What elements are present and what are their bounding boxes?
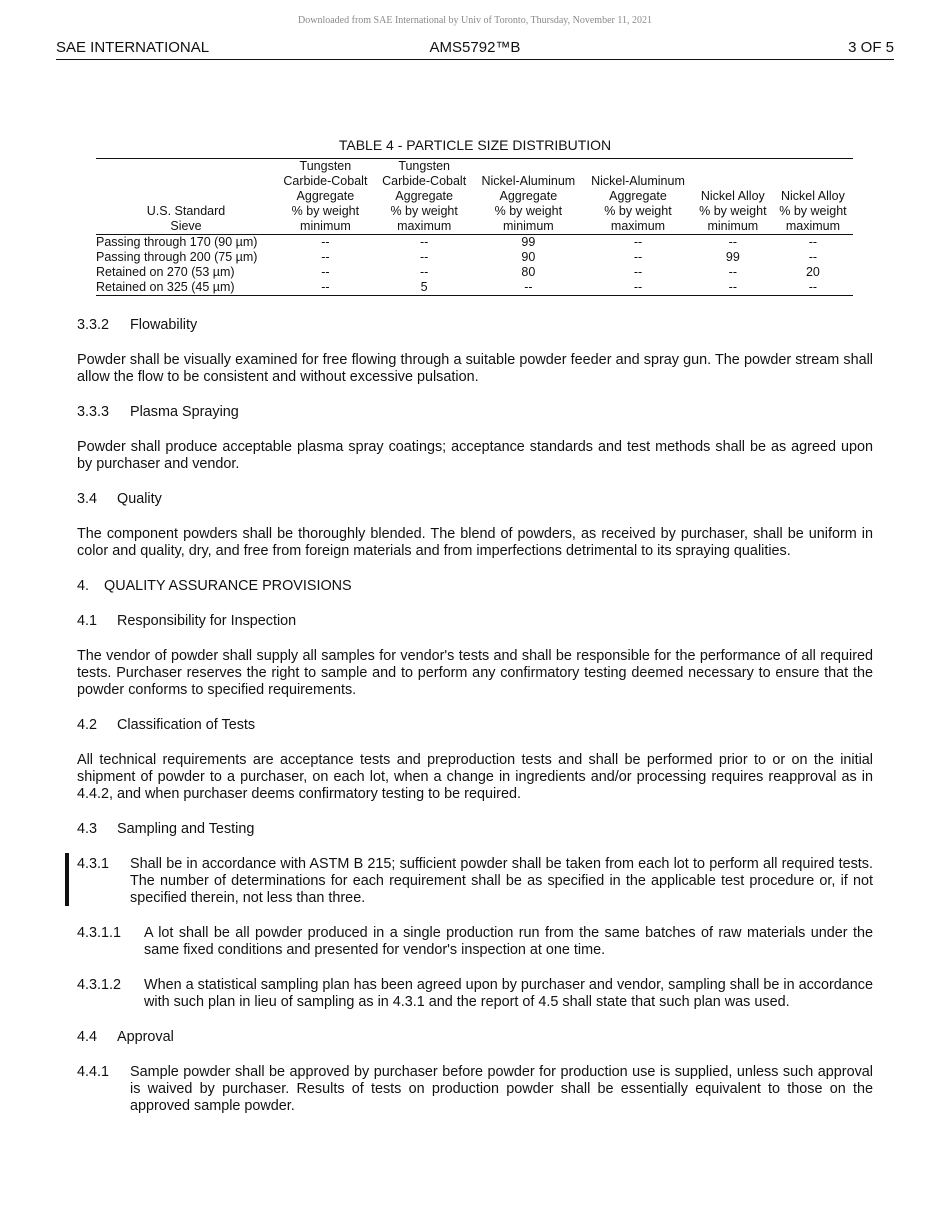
table-cell: -- — [808, 250, 818, 264]
table-cell: -- — [773, 280, 853, 296]
table-cell: -- — [728, 235, 737, 249]
header-nial-min — [474, 159, 584, 235]
clause-number: 4.4.1 — [77, 1064, 110, 1080]
section-title: Quality — [117, 491, 162, 507]
header-line: Nickel Alloy — [780, 189, 845, 203]
header-line: Sieve — [170, 219, 202, 233]
clause-4-3-1 — [77, 856, 873, 907]
clause-4-3-1-2 — [77, 977, 873, 1011]
table-cell: Passing through 170 (90 µm) — [96, 235, 258, 249]
header-line: maximum — [397, 219, 452, 233]
header-line: Aggregate — [499, 189, 558, 203]
section-heading-3-3-3 — [77, 404, 873, 421]
header-line: Aggregate — [296, 189, 355, 203]
table-cell: -- — [633, 250, 643, 264]
header-line: Carbide-Cobalt — [382, 174, 467, 188]
header-wc-min — [276, 159, 375, 235]
paragraph-quality: The component powders shall be thoroughly blended. The blend of powders, as received by purchaser, shall be uniform in color and quality, dry, and free from foreign materials and from imperfections detrimental to its spraying qualities. — [77, 526, 873, 559]
header-line: Nickel Alloy — [700, 189, 765, 203]
header-page-number: 3 OF 5 — [848, 39, 894, 56]
section-heading-3-3-2 — [77, 317, 873, 334]
clause-number: 4.3.1.2 — [77, 977, 122, 993]
section-number: 4.1 — [77, 613, 98, 629]
table-cell: -- — [583, 280, 693, 296]
header-line: % by weight — [604, 204, 672, 218]
table-cell: 5 — [375, 280, 474, 296]
section-title: Flowability — [130, 317, 198, 333]
header-line: Tungsten — [299, 159, 352, 173]
header-line: Nickel-Aluminum — [481, 174, 576, 188]
section-heading-4-1 — [77, 613, 873, 630]
table-header-row — [96, 159, 853, 235]
header-line: % by weight — [699, 204, 767, 218]
section-number: 3.3.2 — [77, 317, 110, 333]
header-line — [98, 174, 274, 189]
header-line: Tungsten — [398, 159, 450, 173]
clause-text: When a statistical sampling plan has been agreed upon by purchaser and vendor, sampling shall be in accordance with such plan in lieu of sampling as in 4.3.1 and the report of 4.5 shall state that such plan was used. — [144, 977, 873, 1010]
table-row — [96, 250, 853, 265]
table-row — [96, 265, 853, 280]
section-number: 3.3.3 — [77, 404, 110, 420]
paragraph-flowability: Powder shall be visually examined for free flowing through a suitable powder feeder and spray gun. The powder stream shall allow the flow to be consistent and without excessive pulsation. — [77, 352, 873, 385]
header-nial-max — [583, 159, 693, 235]
table-row — [96, 280, 853, 296]
header-document-id: AMS5792™B — [429, 39, 521, 56]
table-cell: -- — [321, 235, 330, 249]
header-line: U.S. Standard — [146, 204, 226, 218]
table-row — [96, 235, 853, 251]
table-cell: Retained on 325 (45 µm) — [96, 280, 276, 296]
header-line: maximum — [785, 219, 841, 233]
table-cell: -- — [419, 250, 429, 264]
table-cell: -- — [419, 235, 429, 249]
particle-size-table — [96, 158, 853, 296]
header-line: Aggregate — [395, 189, 453, 203]
table-cell: 99 — [725, 250, 740, 264]
table-cell: -- — [419, 265, 429, 279]
paragraph-responsibility: The vendor of powder shall supply all samples for vendor's tests and shall be responsible for the performance of all required tests. Purchaser reserves the right to sample and to perform any confirmatory testing deemed necessary to ensure that the powder conforms to specified requirements. — [77, 648, 873, 698]
clause-number: 4.3.1.1 — [77, 925, 122, 941]
paragraph-plasma-spraying: Powder shall produce acceptable plasma spray coatings; acceptance standards and test methods shall be as agreed upon by purchaser and vendor. — [77, 439, 873, 472]
table-cell: -- — [633, 235, 643, 249]
section-heading-4-4 — [77, 1029, 873, 1046]
page-header — [56, 39, 894, 60]
table-cell: -- — [276, 280, 375, 296]
clause-text: Shall be in accordance with ASTM B 215; sufficient powder shall be taken from each lot to perform all required tests. The number of determinations for each requirement shall be as specified in the applicable test procedure or, if not specified therein, not less than three. — [130, 856, 873, 906]
table-cell: -- — [693, 280, 773, 296]
table-cell: -- — [474, 280, 584, 296]
section-title: Plasma Spraying — [130, 404, 239, 420]
section-number: 4. — [77, 578, 90, 594]
revision-change-bar — [65, 853, 69, 906]
header-nialloy-min — [693, 159, 773, 235]
table-cell: -- — [321, 265, 330, 279]
table-cell: -- — [808, 235, 818, 249]
header-line: maximum — [610, 219, 666, 233]
table-cell: -- — [633, 265, 643, 279]
table-cell: Retained on 270 (53 µm) — [96, 265, 235, 279]
section-title: Approval — [117, 1029, 174, 1045]
header-sieve — [96, 159, 276, 235]
table-title: TABLE 4 - PARTICLE SIZE DISTRIBUTION — [338, 137, 612, 153]
section-title: Sampling and Testing — [117, 821, 255, 837]
header-line: % by weight — [291, 204, 360, 218]
section-title: Responsibility for Inspection — [117, 613, 297, 629]
table-cell: 80 — [521, 265, 536, 279]
header-line: minimum — [503, 219, 554, 233]
clause-4-3-1-1 — [77, 925, 873, 959]
download-watermark: Downloaded from SAE International by Univ of Toronto, Thursday, November 11, 2021 — [298, 15, 652, 26]
section-title: QUALITY ASSURANCE PROVISIONS — [104, 578, 352, 594]
header-line: Nickel-Aluminum — [591, 174, 685, 188]
clause-text: Sample powder shall be approved by purchaser before powder for production use is supplied, unless such approval is waived by purchaser. Results of tests on production powder shall be essentially equivalent to those on the approved sample powder. — [130, 1064, 873, 1114]
section-number: 4.4 — [77, 1029, 98, 1045]
clause-number: 4.3.1 — [77, 856, 110, 872]
header-line — [98, 189, 274, 204]
section-number: 4.3 — [77, 821, 98, 837]
table-cell: 90 — [521, 250, 536, 264]
header-line: Carbide-Cobalt — [283, 174, 368, 188]
section-heading-3-4 — [77, 491, 873, 508]
paragraph-classification: All technical requirements are acceptance tests and preproduction tests and shall be performed prior to or on the initial shipment of powder to a purchaser, on each lot, when a change in ingredients and/or processing requires reapproval as in 4.4.2, and when purchaser deems confirmatory testing to be required. — [77, 752, 873, 802]
table-cell: Passing through 200 (75 µm) — [96, 250, 258, 264]
header-publisher: SAE INTERNATIONAL — [56, 39, 210, 56]
section-heading-4-2 — [77, 717, 873, 734]
document-body — [77, 317, 873, 1133]
header-line: minimum — [300, 219, 351, 233]
section-heading-4 — [77, 578, 873, 595]
table-cell: 99 — [521, 235, 536, 249]
clause-text: A lot shall be all powder produced in a single production run from the same batches of raw materials under the same fixed conditions and presented for vendor's inspection at one time. — [144, 925, 873, 958]
clause-4-4-1 — [77, 1064, 873, 1115]
header-wc-max — [375, 159, 474, 235]
header-line: % by weight — [390, 204, 458, 218]
section-heading-4-3 — [77, 821, 873, 838]
table-cell: -- — [728, 265, 737, 279]
header-line: minimum — [707, 219, 759, 233]
section-number: 3.4 — [77, 491, 98, 507]
table-cell: -- — [321, 250, 330, 264]
table-cell: 20 — [805, 265, 820, 279]
header-line: % by weight — [779, 204, 847, 218]
header-line — [98, 159, 274, 174]
header-line: % by weight — [494, 204, 563, 218]
header-line: Aggregate — [609, 189, 667, 203]
header-nialloy-max — [773, 159, 853, 235]
section-number: 4.2 — [77, 717, 98, 733]
section-title: Classification of Tests — [117, 717, 256, 733]
